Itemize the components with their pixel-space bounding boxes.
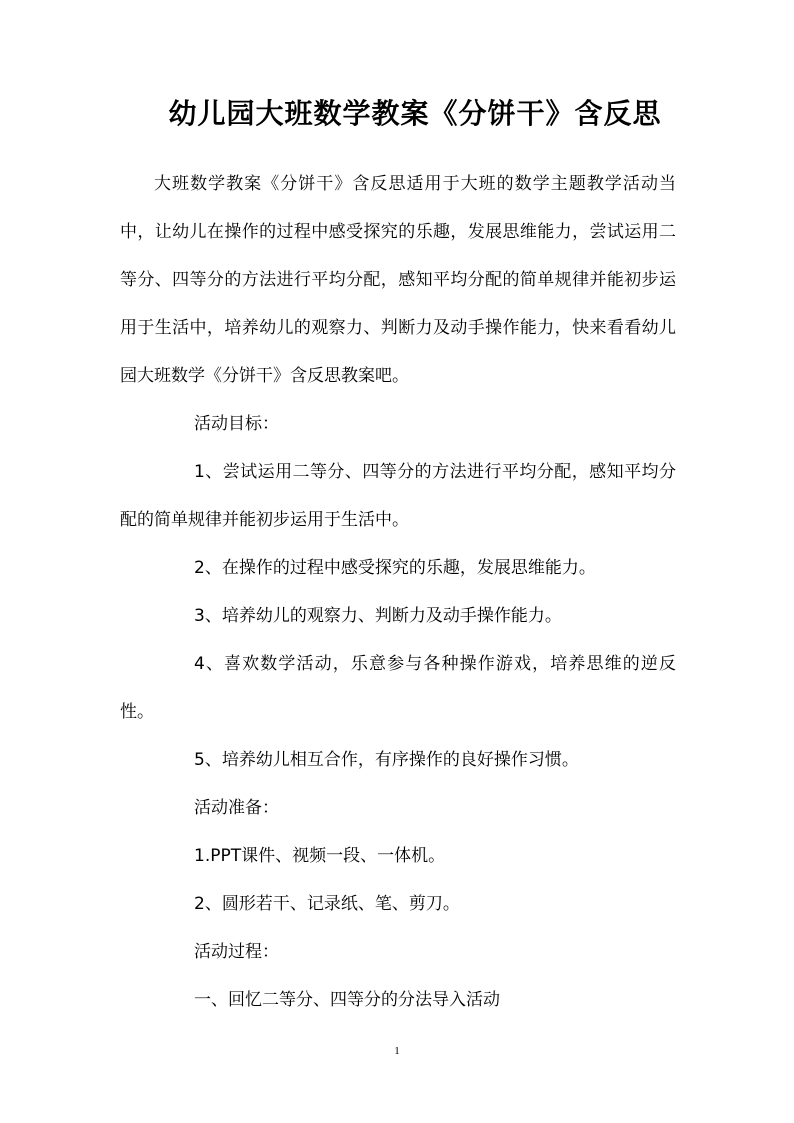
preparation-item-2: 2、圆形若干、记录纸、笔、剪刀。 xyxy=(194,894,460,914)
intro-paragraph: 大班数学教案《分饼干》含反思适用于大班的数学主题教学活动当中，让幼儿在操作的过程中感受探究的乐趣，发展思维能力，尝试运用二等分、四等分的方法进行平均分配，感知平均分配的简单规律并能初步运用于生活中，培养幼儿的观察力、判断力及动手操作能力，快来看看幼儿园大班数学《分饼干》含反思教案吧。 xyxy=(120,174,676,386)
document-body xyxy=(120,160,676,1024)
goal-item-2: 2、在操作的过程中感受探究的乐趣，发展思维能力。 xyxy=(194,558,596,578)
goal-item-4: 4、喜欢数学活动，乐意参与各种操作游戏，培养思维的逆反性。 xyxy=(120,654,676,722)
preparation-item-1: 1.PPT课件、视频一段、一体机。 xyxy=(194,846,446,866)
page-number: 1 xyxy=(394,1045,400,1057)
section-heading-process: 活动过程： xyxy=(194,942,279,962)
document-title: 幼儿园大班数学教案《分饼干》含反思 xyxy=(168,97,662,130)
section-heading-preparation: 活动准备： xyxy=(194,798,279,818)
goal-item-1: 1、尝试运用二等分、四等分的方法进行平均分配，感知平均分配的简单规律并能初步运用于生活中。 xyxy=(120,462,676,530)
section-heading-goals: 活动目标： xyxy=(194,414,279,434)
process-step-1: 一、回忆二等分、四等分的分法导入活动 xyxy=(194,990,500,1010)
goal-item-3: 3、培养幼儿的观察力、判断力及动手操作能力。 xyxy=(194,606,562,626)
goal-item-5: 5、培养幼儿相互合作，有序操作的良好操作习惯。 xyxy=(194,750,579,770)
